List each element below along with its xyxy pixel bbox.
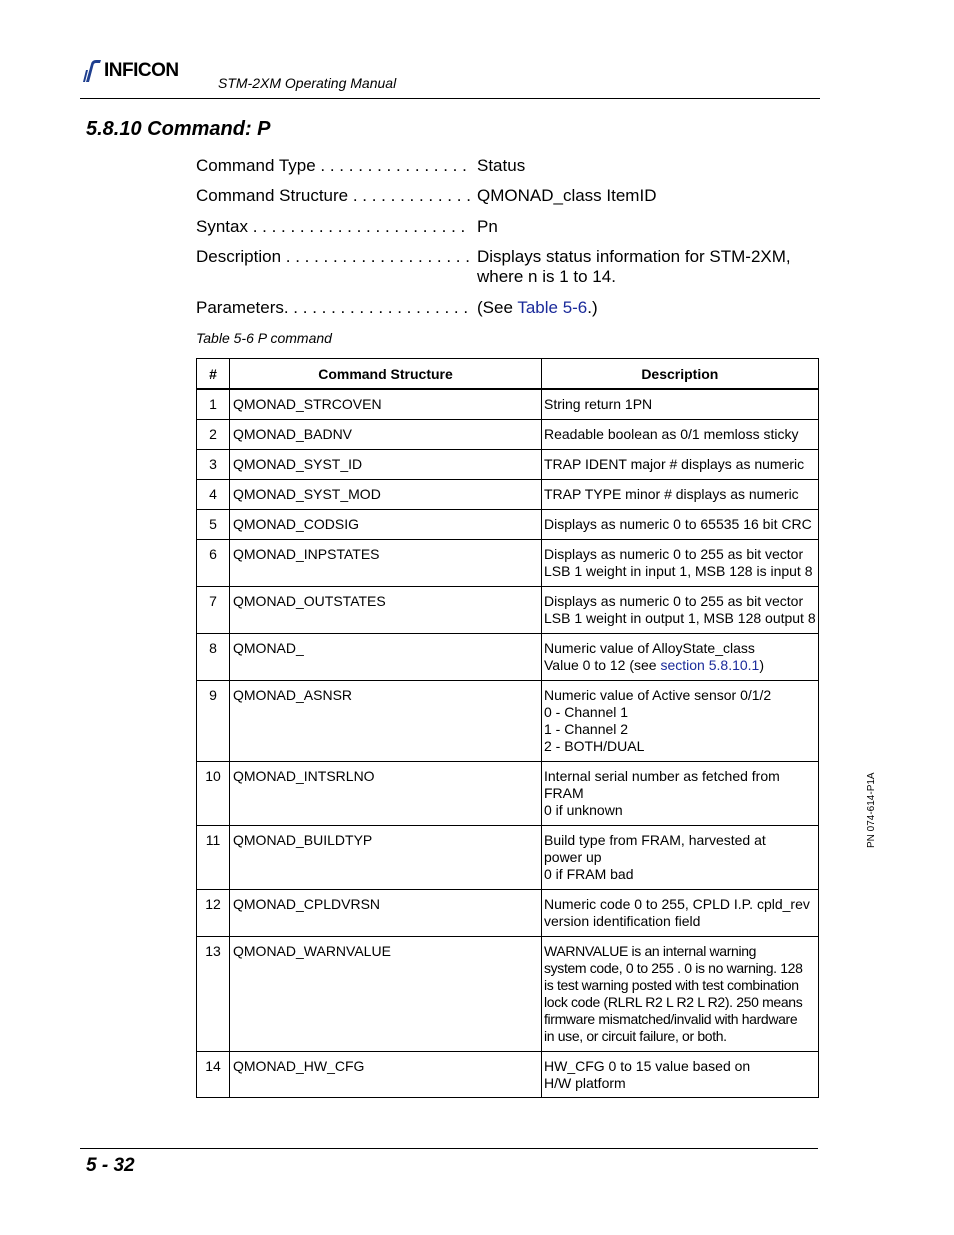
page-number: 5 - 32	[86, 1155, 135, 1176]
description-line: 1 - Channel 2	[544, 720, 629, 737]
row-description	[542, 936, 819, 1051]
section-5-8-10-1-link[interactable]: section 5.8.10.1	[660, 656, 760, 673]
description-line: 0 if FRAM bad	[544, 865, 634, 882]
row-command-structure: QMONAD_	[230, 633, 542, 680]
param-name: Command Type . . . . . . . . . . . . . . . .	[196, 156, 467, 175]
table-row	[197, 936, 819, 1051]
row-number: 3	[197, 449, 230, 479]
row-description	[542, 889, 819, 936]
param-name: Description . . . . . . . . . . . . . . . . . . . .	[196, 247, 470, 266]
table-row	[197, 761, 819, 825]
param-value-line: where n is 1 to 14.	[477, 267, 616, 286]
row-number: 9	[197, 680, 230, 761]
table-row	[197, 889, 819, 936]
description-line: Displays as numeric 0 to 255 as bit vector	[544, 592, 804, 609]
row-number: 13	[197, 936, 230, 1051]
param-name: Parameters. . . . . . . . . . . . . . . . . . . .	[196, 298, 469, 317]
param-name: Syntax . . . . . . . . . . . . . . . . . . . . . . .	[196, 217, 466, 236]
description-line: Numeric value of AlloyState_class	[544, 639, 755, 656]
param-name: Command Structure . . . . . . . . . . . . .	[196, 186, 471, 205]
column-header-description: Description	[542, 359, 819, 390]
row-command-structure: QMONAD_WARNVALUE	[230, 936, 542, 1051]
row-command-structure: QMONAD_CODSIG	[230, 509, 542, 539]
description-line: version identification field	[544, 912, 701, 929]
row-description	[542, 761, 819, 825]
param-row-parameters	[196, 298, 816, 318]
row-number: 8	[197, 633, 230, 680]
description-line: String return 1PN	[544, 396, 653, 412]
param-row-description	[196, 247, 816, 287]
row-number: 6	[197, 539, 230, 586]
table-header-row	[197, 359, 819, 390]
row-command-structure: QMONAD_BADNV	[230, 419, 542, 449]
inficon-logo	[82, 58, 179, 84]
table-row	[197, 389, 819, 419]
table-row	[197, 509, 819, 539]
description-line: TRAP TYPE minor # displays as numeric	[544, 485, 799, 502]
description-line: in use, or circuit failure, or both.	[544, 1027, 727, 1044]
row-command-structure: QMONAD_CPLDVRSN	[230, 889, 542, 936]
table-row	[197, 419, 819, 449]
description-line: Build type from FRAM, harvested at	[544, 831, 766, 848]
row-command-structure: QMONAD_STRCOVEN	[230, 389, 542, 419]
logo-text: INFICON	[104, 60, 179, 81]
table-5-6-link[interactable]: Table 5-6	[517, 298, 588, 317]
description-line: system code, 0 to 255 . 0 is no warning. 128	[544, 959, 803, 976]
description-line: firmware mismatched/invalid with hardware	[544, 1010, 798, 1027]
row-description	[542, 509, 819, 539]
row-description	[542, 389, 819, 419]
row-command-structure: QMONAD_OUTSTATES	[230, 586, 542, 633]
column-header-number: #	[197, 359, 230, 390]
section-title: 5.8.10 Command: P	[86, 118, 271, 140]
footer-divider	[80, 1148, 818, 1149]
param-value	[477, 247, 816, 287]
description-line	[544, 657, 816, 674]
description-line: 0 - Channel 1	[544, 703, 629, 720]
row-command-structure: QMONAD_INTSRLNO	[230, 761, 542, 825]
param-value-suffix: .)	[587, 298, 598, 317]
description-line: Internal serial number as fetched from	[544, 767, 780, 784]
table-row	[197, 825, 819, 889]
row-command-structure: QMONAD_INPSTATES	[230, 539, 542, 586]
row-command-structure: QMONAD_ASNSR	[230, 680, 542, 761]
description-line: is test warning posted with test combination	[544, 976, 799, 993]
row-description	[542, 449, 819, 479]
param-value	[477, 298, 816, 318]
description-line: HW_CFG 0 to 15 value based on	[544, 1057, 751, 1074]
param-value: Status	[477, 156, 526, 175]
p-command-table	[196, 358, 819, 1098]
column-header-command-structure: Command Structure	[230, 359, 542, 390]
description-suffix: )	[759, 656, 765, 673]
description-line: Readable boolean as 0/1 memloss sticky	[544, 425, 799, 442]
header-divider	[80, 98, 820, 99]
row-number: 2	[197, 419, 230, 449]
param-value-prefix: (See	[477, 298, 518, 317]
param-row-syntax	[196, 217, 816, 237]
description-line: power up	[544, 848, 602, 865]
description-line: FRAM	[544, 784, 584, 801]
row-number: 10	[197, 761, 230, 825]
table-row	[197, 539, 819, 586]
row-number: 1	[197, 389, 230, 419]
row-description	[542, 633, 819, 680]
row-command-structure: QMONAD_SYST_ID	[230, 449, 542, 479]
table-row	[197, 479, 819, 509]
table-row	[197, 449, 819, 479]
manual-title: STM-2XM Operating Manual	[218, 75, 397, 91]
description-line: H/W platform	[544, 1074, 626, 1091]
row-description	[542, 419, 819, 449]
row-number: 12	[197, 889, 230, 936]
table-row	[197, 633, 819, 680]
table-row	[197, 586, 819, 633]
row-description	[542, 586, 819, 633]
row-number: 14	[197, 1051, 230, 1097]
description-line: TRAP IDENT major # displays as numeric	[544, 455, 805, 472]
row-number: 7	[197, 586, 230, 633]
description-line: Numeric value of Active sensor 0/1/2	[544, 686, 772, 703]
description-line: LSB 1 weight in output 1, MSB 128 output 8	[544, 609, 816, 626]
row-command-structure: QMONAD_HW_CFG	[230, 1051, 542, 1097]
row-description	[542, 825, 819, 889]
description-line: WARNVALUE is an internal warning	[544, 942, 757, 959]
param-value-line: Displays status information for STM-2XM,	[477, 247, 791, 266]
description-line: Numeric code 0 to 255, CPLD I.P. cpld_rev	[544, 895, 810, 912]
description-line: LSB 1 weight in input 1, MSB 128 is input 8	[544, 562, 813, 579]
row-number: 4	[197, 479, 230, 509]
param-value: QMONAD_class ItemID	[477, 186, 657, 205]
table-row	[197, 1051, 819, 1097]
row-description	[542, 1051, 819, 1097]
row-number: 11	[197, 825, 230, 889]
description-prefix: Value 0 to 12 (see	[544, 656, 661, 673]
part-number-label: PN 074-614-P1A	[866, 772, 877, 848]
table-caption: Table 5-6 P command	[196, 330, 332, 346]
description-line: Displays as numeric 0 to 65535 16 bit CRC	[544, 515, 812, 532]
row-command-structure: QMONAD_SYST_MOD	[230, 479, 542, 509]
table-row	[197, 680, 819, 761]
row-description	[542, 479, 819, 509]
description-line: Displays as numeric 0 to 255 as bit vector	[544, 545, 804, 562]
description-line: 2 - BOTH/DUAL	[544, 737, 645, 754]
description-line: 0 if unknown	[544, 801, 623, 818]
description-line: lock code (RLRL R2 L R2 L R2). 250 means	[544, 993, 803, 1010]
row-number: 5	[197, 509, 230, 539]
row-description	[542, 680, 819, 761]
inficon-logo-mark-icon	[82, 58, 102, 84]
row-description	[542, 539, 819, 586]
param-row-command-type	[196, 156, 816, 176]
row-command-structure: QMONAD_BUILDTYP	[230, 825, 542, 889]
param-row-command-structure	[196, 186, 816, 206]
param-value: Pn	[477, 217, 498, 236]
